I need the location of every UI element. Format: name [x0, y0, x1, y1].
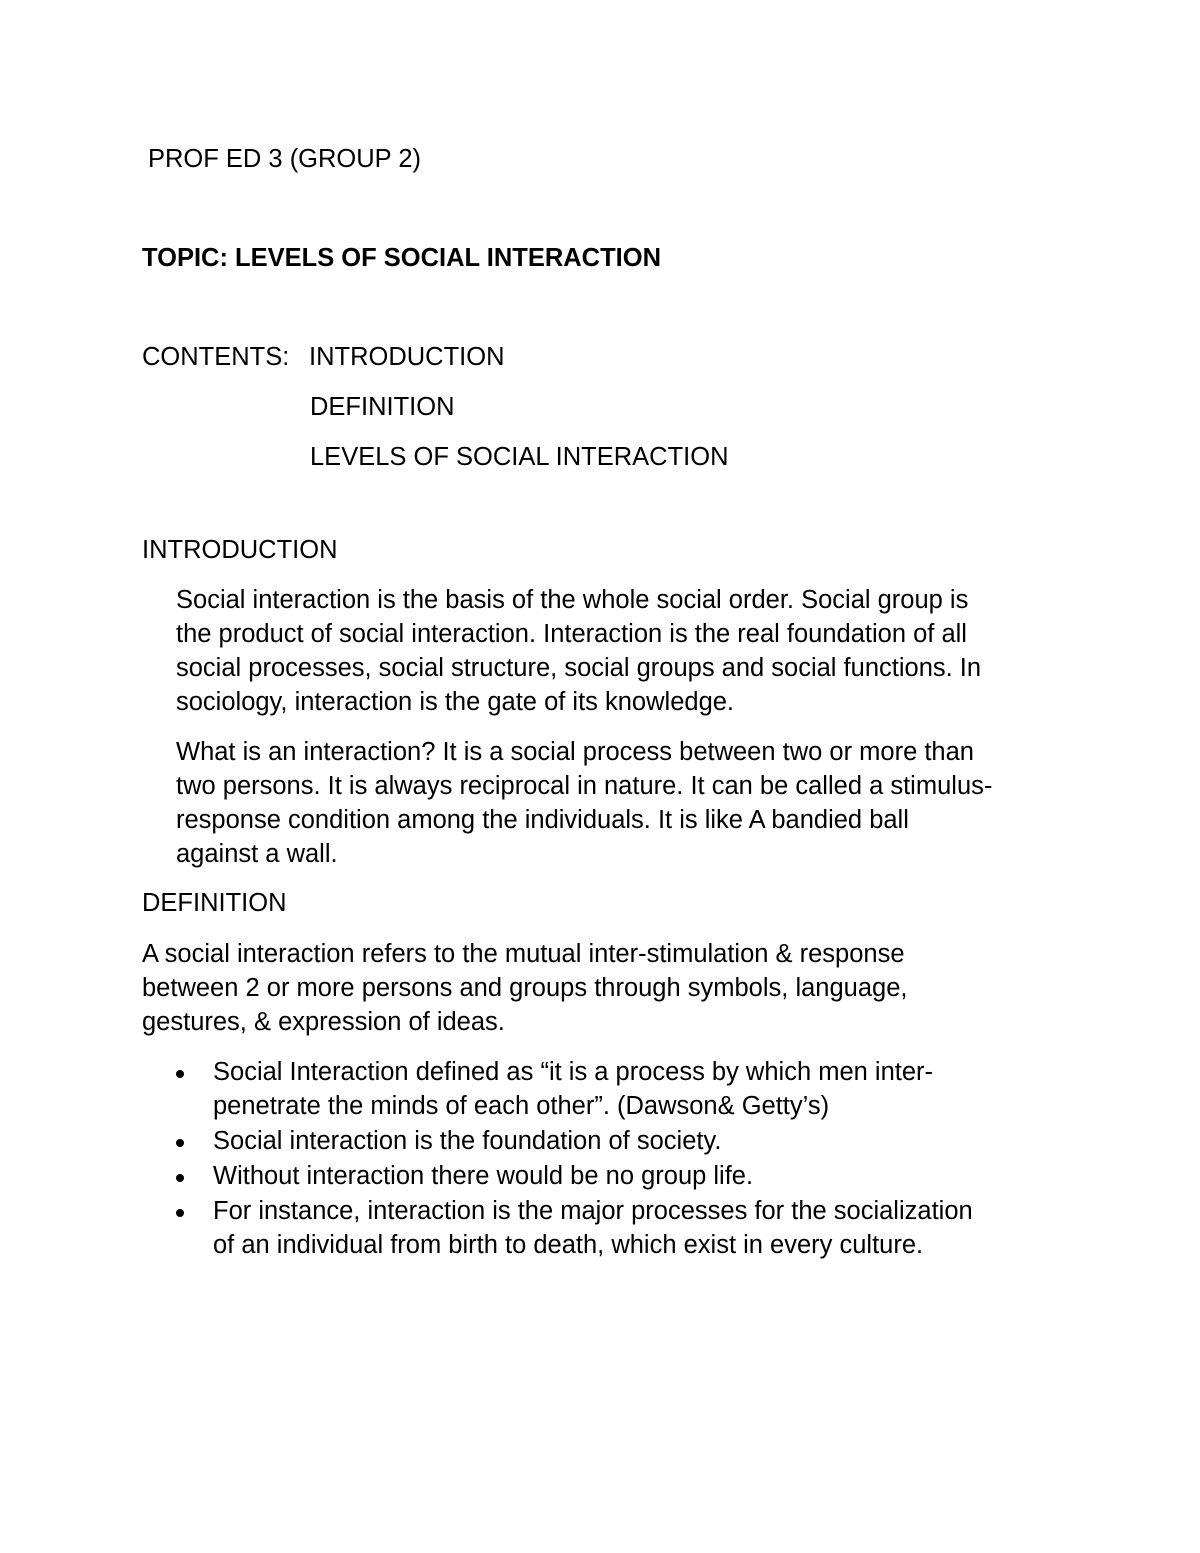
text-line: of an individual from birth to death, which exist in every culture. — [213, 1231, 924, 1259]
text-line: Social interaction is the basis of the whole social order. Social group is — [176, 586, 969, 614]
text-line: Social Interaction defined as “it is a process by which men inter- — [213, 1058, 934, 1086]
list-item-text — [213, 1124, 973, 1158]
bullet-icon — [176, 1174, 184, 1182]
contents-item-levels: LEVELS OF SOCIAL INTERACTION — [310, 443, 729, 471]
contents-item-definition: DEFINITION — [310, 393, 455, 421]
definition-heading: DEFINITION — [142, 889, 287, 917]
introduction-paragraph-2 — [176, 735, 992, 871]
list-item-text — [213, 1194, 973, 1262]
contents-label: CONTENTS: — [142, 343, 290, 371]
list-item — [176, 1159, 973, 1193]
bullet-icon — [176, 1139, 184, 1147]
text-line: Social interaction is the foundation of society. — [213, 1127, 722, 1155]
topic-heading: TOPIC: LEVELS OF SOCIAL INTERACTION — [142, 244, 662, 272]
text-line: between 2 or more persons and groups through symbols, language, — [142, 974, 908, 1002]
list-item-text — [213, 1055, 973, 1123]
text-line: A social interaction refers to the mutual inter-stimulation & response — [142, 940, 905, 968]
bullet-icon — [176, 1070, 184, 1078]
introduction-heading: INTRODUCTION — [142, 536, 338, 564]
text-line: sociology, interaction is the gate of its knowledge. — [176, 688, 735, 716]
text-line: against a wall. — [176, 840, 338, 868]
definition-bullet-list — [176, 1055, 973, 1262]
list-item — [176, 1055, 973, 1123]
text-line: social processes, social structure, social groups and social functions. In — [176, 654, 982, 682]
text-line: two persons. It is always reciprocal in nature. It can be called a stimulus- — [176, 772, 993, 800]
introduction-paragraph-1 — [176, 583, 981, 719]
list-item — [176, 1194, 973, 1262]
text-line: gestures, & expression of ideas. — [142, 1008, 505, 1036]
definition-paragraph — [142, 937, 907, 1039]
text-line: What is an interaction? It is a social process between two or more than — [176, 738, 974, 766]
text-line: the product of social interaction. Interaction is the real foundation of all — [176, 620, 967, 648]
course-title: PROF ED 3 (GROUP 2) — [148, 145, 421, 173]
list-item-text — [213, 1159, 973, 1193]
contents-item-introduction: INTRODUCTION — [309, 343, 505, 371]
list-item — [176, 1124, 973, 1158]
text-line: response condition among the individuals. It is like A bandied ball — [176, 806, 909, 834]
text-line: Without interaction there would be no group life. — [213, 1162, 754, 1190]
text-line: For instance, interaction is the major processes for the socialization — [213, 1197, 973, 1225]
bullet-icon — [176, 1209, 184, 1217]
text-line: penetrate the minds of each other”. (Dawson& Getty’s) — [213, 1092, 830, 1120]
